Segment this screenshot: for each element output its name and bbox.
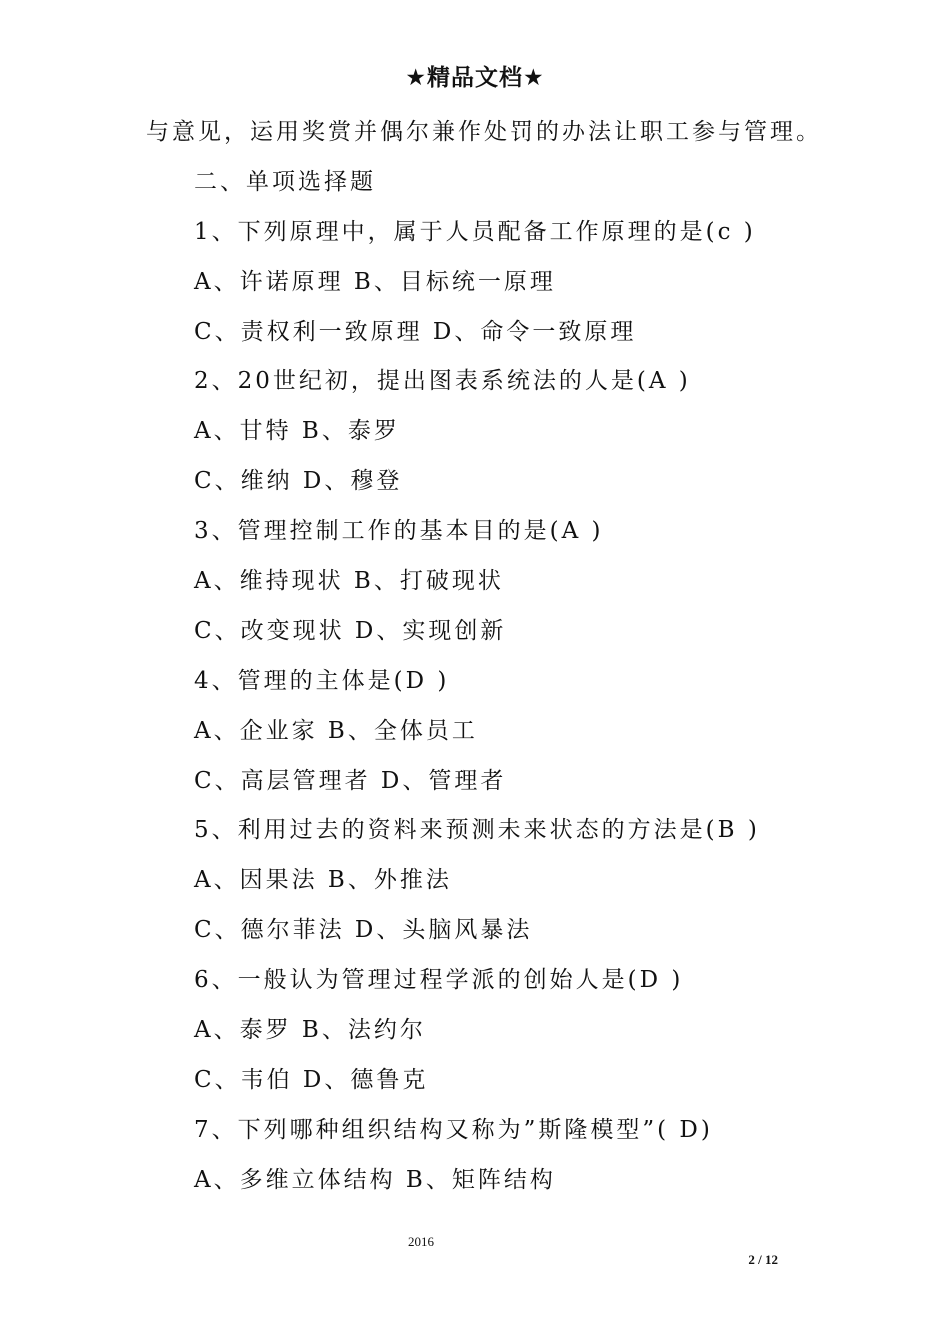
section-heading: 二、单项选择题 xyxy=(194,168,376,195)
document-body xyxy=(0,108,950,1206)
question-3: 3、管理控制工作的基本目的是(A ) xyxy=(194,518,604,545)
question-1: 1、下列原理中，属于人员配备工作原理的是(c ) xyxy=(194,218,756,245)
question-2-options-ab: A、甘特 B、泰罗 xyxy=(194,418,400,445)
question-3-options-cd: C、改变现状 D、实现创新 xyxy=(194,617,507,644)
question-6: 6、一般认为管理过程学派的创始人是(D ) xyxy=(194,967,684,994)
question-6-options-cd: C、韦伯 D、德鲁克 xyxy=(194,1066,429,1093)
question-6-options-ab: A、泰罗 B、法约尔 xyxy=(194,1017,426,1044)
question-4: 4、管理的主体是(D ) xyxy=(194,667,450,694)
question-7-options-ab: A、多维立体结构 B、矩阵结构 xyxy=(194,1166,556,1193)
question-5-options-cd: C、德尔菲法 D、头脑风暴法 xyxy=(194,917,533,944)
question-2: 2、20世纪初，提出图表系统法的人是(A ) xyxy=(194,368,691,395)
question-5: 5、利用过去的资料来预测未来状态的方法是(B ) xyxy=(194,817,760,844)
question-1-options-cd: C、责权利一致原理 D、命令一致原理 xyxy=(194,318,637,345)
page-number: 2 / 12 xyxy=(748,1252,778,1267)
question-4-options-cd: C、高层管理者 D、管理者 xyxy=(194,767,507,794)
question-5-options-ab: A、因果法 B、外推法 xyxy=(194,867,452,894)
question-7: 7、下列哪种组织结构又称为”斯隆模型”( D) xyxy=(194,1116,713,1143)
paragraph-continuation: 与意见，运用奖赏并偶尔兼作处罚的办法让职工参与管理。 xyxy=(146,119,822,145)
page-header-title: ★精品文档★ xyxy=(405,65,545,91)
question-2-options-cd: C、维纳 D、穆登 xyxy=(194,468,403,495)
question-4-options-ab: A、企业家 B、全体员工 xyxy=(194,717,478,744)
footer-year: 2016 xyxy=(408,1234,434,1249)
question-1-options-ab: A、许诺原理 B、目标统一原理 xyxy=(194,268,556,295)
question-3-options-ab: A、维持现状 B、打破现状 xyxy=(194,568,504,595)
